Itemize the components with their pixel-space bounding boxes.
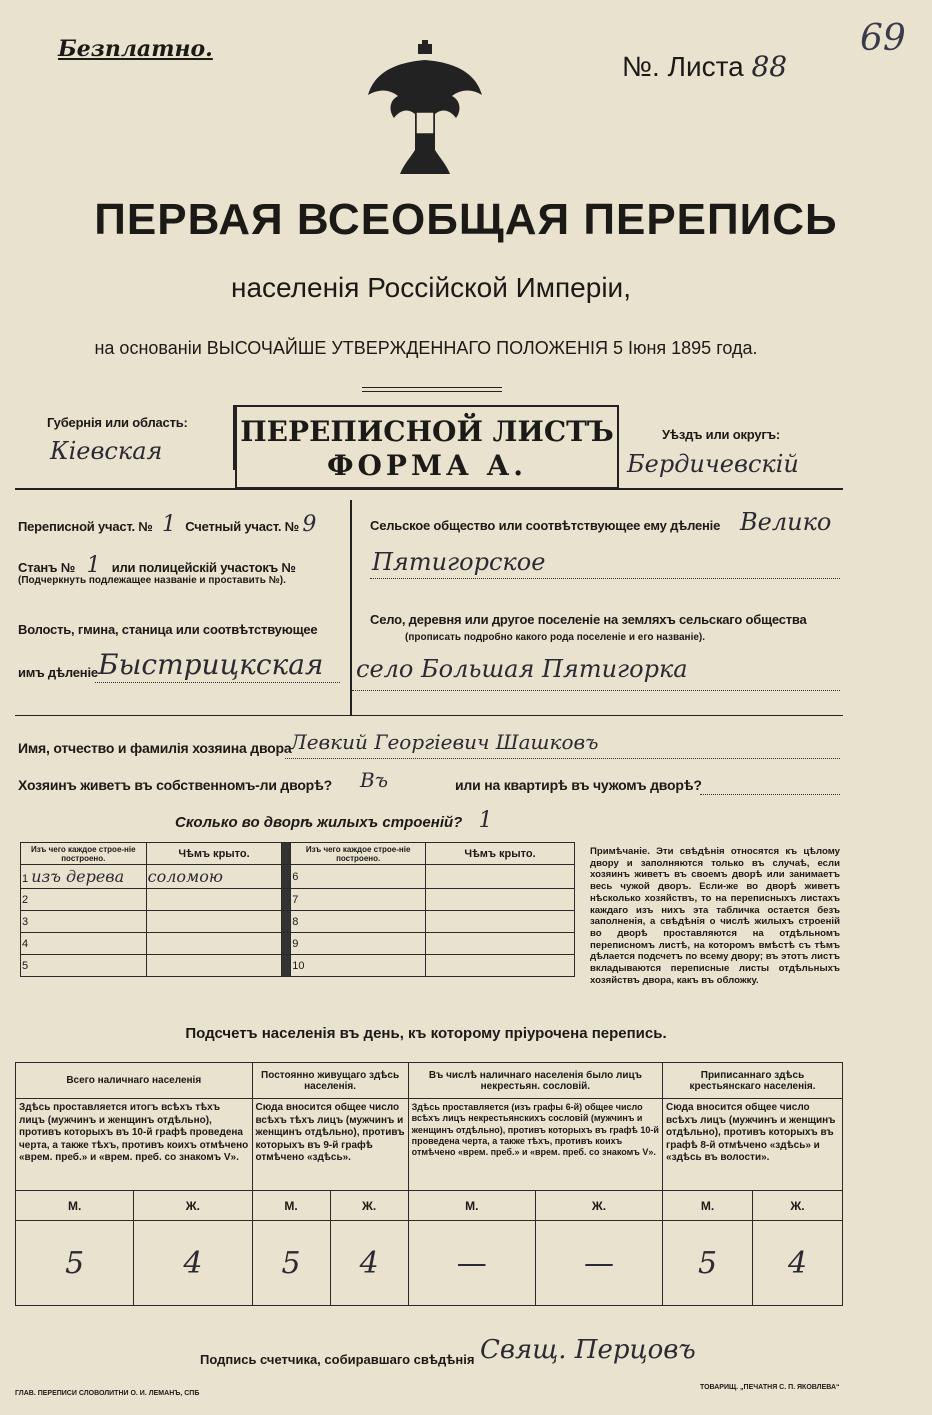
summary-zh-header: Ж.	[535, 1191, 662, 1221]
summary-m-header: М.	[663, 1191, 753, 1221]
obshchestvo-underline	[370, 578, 840, 579]
stan-note: (Подчеркнуть подлежащее названіе и проставить №).	[18, 575, 286, 586]
signature-value: Свящ. Перцовъ	[480, 1335, 696, 1365]
summary-m-header: М.	[408, 1191, 535, 1221]
summary-zh-header: Ж.	[330, 1191, 408, 1221]
signature-label: Подпись счетчика, собиравшаго свѣдѣнія	[200, 1352, 475, 1367]
form-title-box	[235, 405, 619, 489]
summary-m-header: М.	[252, 1191, 330, 1221]
schetny-uchast-label: Счетный участ. №	[185, 519, 299, 534]
owner-lives-label: Хозяинъ живетъ въ собственномъ-ли дворѣ?	[18, 777, 333, 793]
summary-value: 5	[663, 1221, 753, 1306]
footer-right: ТОВАРИЩ. „ПЕЧАТНЯ С. П. ЯКОВЛЕВА“	[700, 1384, 840, 1391]
summary-col-4-desc: Сюда вносится общее число всѣхъ лицъ (мужчинъ и женщинъ отдѣльно), противъ которыхъ въ графѣ 8-й отмѣчено «здѣсь» и «здѣсь въ волости».	[663, 1099, 843, 1191]
buildings-label-text: Сколько во дворѣ жилыхъ строеній?	[175, 814, 463, 831]
guberniya-label: Губернія или область:	[47, 415, 188, 430]
sheet-number-value: 88	[751, 50, 788, 83]
guberniya-box	[15, 405, 235, 470]
basis-line: на основаніи ВЫСОЧАЙШЕ УТВЕРЖДЕННАГО ПОЛОЖЕНІЯ 5 Іюня 1895 года.	[94, 338, 758, 358]
table-row: 2 7	[21, 889, 575, 911]
uezd-value: Бердичевскiй	[627, 450, 799, 478]
corner-page-number: 69	[860, 18, 906, 59]
buildings-count-value: 1	[478, 808, 493, 833]
subtitle: населенія Россійской Имперіи,	[231, 272, 631, 303]
buildings-table	[20, 842, 575, 977]
table-row: 5 10	[21, 955, 575, 977]
buildings-roof-header-2: Чѣмъ крыто.	[426, 843, 575, 865]
summary-value: 5	[252, 1221, 330, 1306]
obshchestvo-value-2: Пятигорское	[372, 548, 546, 576]
uezd-box	[617, 405, 842, 485]
summary-value: —	[535, 1221, 662, 1306]
note-text: Эти свѣдѣнія относятся къ цѣлому двору и заполняются только въ случаѣ, если хозяинъ живетъ въ своемъ дворѣ или занимаетъ весь чужой дворъ. Если-же во дворѣ живетъ нѣсколько хозяйствъ, то на переписныхъ листахъ каждаго изъ нихъ эта табличка остается безъ заполненія, а свѣдѣнія о числѣ жилыхъ строеній во дворѣ проставляются на отдѣльномъ переписномъ листѣ, на которомъ вмѣстѣ съ тѣмъ дѣлается подсчетъ по всему двору; въ этотъ листъ вкладываются переписные листы отдѣльныхъ хозяйствъ двора, какъ въ обложку.	[590, 846, 840, 986]
building-1-material: изъ дерева	[31, 867, 125, 886]
selo-value: село Большая Пятигорка	[356, 655, 688, 683]
buildings-roof-header: Чѣмъ крыто.	[146, 843, 282, 865]
selo-note: (прописать подробно какого рода поселеніе и его названіе).	[405, 632, 706, 643]
summary-value: —	[408, 1221, 535, 1306]
summary-value: 4	[134, 1221, 252, 1306]
summary-zh-header: Ж.	[752, 1191, 842, 1221]
volost-label-2: имъ дѣленіе	[18, 665, 98, 680]
owner-lives-value: Въ	[360, 768, 389, 792]
owner-lives-label-2: или на квартирѣ въ чужомъ дворѣ?	[455, 777, 702, 793]
header-bottom-rule	[15, 488, 843, 490]
ornament-divider	[362, 387, 502, 392]
table-row: 4 9	[21, 933, 575, 955]
stan-label: Станъ №	[18, 560, 76, 575]
main-title: ПЕРВАЯ ВСЕОБЩАЯ ПЕРЕПИСЬ	[94, 195, 838, 244]
owner-name-underline	[285, 758, 840, 759]
summary-col-2-header: Постоянно живущаго здѣсь населенія.	[252, 1063, 408, 1099]
summary-table	[15, 1062, 843, 1306]
note-block	[590, 846, 840, 986]
summary-zh-header: Ж.	[134, 1191, 252, 1221]
table-row: 1 изъ дерева соломою 6	[21, 865, 575, 889]
uezd-label: Уѣздъ или округъ:	[662, 427, 780, 442]
summary-value: 4	[330, 1221, 408, 1306]
buildings-count-label	[175, 808, 492, 833]
building-1-roof: соломою	[146, 865, 282, 889]
uchastok-row	[18, 512, 348, 537]
obshchestvo-label: Сельское общество или соотвѣтствующее ему дѣленіе	[370, 518, 721, 533]
perepis-uchast-value: 1	[162, 512, 176, 537]
owner-name-value: Левкий Георгiевич Шашковъ	[290, 730, 599, 754]
volost-value: Быстрицкская	[98, 648, 324, 681]
summary-m-header: М.	[16, 1191, 134, 1221]
summary-col-4-header: Приписаннаго здѣсь крестьянскаго населенія.	[663, 1063, 843, 1099]
table-row: 3 8	[21, 911, 575, 933]
summary-title: Подсчетъ населенія въ день, къ которому пріурочена перепись.	[185, 1025, 667, 1042]
fields-divider	[350, 500, 352, 715]
summary-col-1-header: Всего наличнаго населенія	[16, 1063, 253, 1099]
stan-suffix: или полицейскій участокъ №	[111, 560, 296, 575]
buildings-material-header: Изъ чего каждое строе-ніе построено.	[21, 843, 147, 865]
summary-value: 5	[16, 1221, 134, 1306]
buildings-material-header-2: Изъ чего каждое строе-ніе построено.	[291, 843, 426, 865]
perepis-uchast-label: Переписной участ. №	[18, 519, 153, 534]
summary-value: 4	[752, 1221, 842, 1306]
schetny-uchast-value: 9	[302, 512, 317, 537]
guberniya-value: Кiевская	[50, 437, 163, 465]
summary-col-3-desc: Здѣсь проставляется (изъ графы 6-й) общее число всѣхъ лицъ некрестьянскихъ сословій (мужчинъ и женщинъ отдѣльно), противъ которыхъ въ графѣ 10-й проведена черта, а также тѣхъ, противъ коихъ отмѣчено «врем. преб.» и «врем. преб. со знакомъ V».	[408, 1099, 662, 1191]
list-title: ПЕРЕПИСНОЙ ЛИСТЪ	[240, 415, 614, 448]
form-title: ФОРМА А.	[326, 449, 528, 482]
fields-bottom-rule	[15, 715, 843, 716]
footer-left: ГЛАВ. ПЕРЕПИСИ СЛОВОЛИТНИ О. И. ЛЕМАНЪ, СПБ	[15, 1390, 200, 1397]
obshchestvo-value: Велико	[740, 508, 832, 536]
summary-col-3-header: Въ числѣ наличнаго населенія было лицъ некрестьян. сословій.	[408, 1063, 662, 1099]
summary-col-2-desc: Сюда вносится общее число всѣхъ тѣхъ лицъ (мужчинъ и женщинъ отдѣльно), противъ которыхъ въ 9-й графѣ отмѣчено «здѣсь».	[252, 1099, 408, 1191]
summary-col-1-desc: Здѣсь проставляется итогъ всѣхъ тѣхъ лицъ (мужчинъ и женщинъ отдѣльно), противъ которыхъ въ 10-й графѣ проведена черта, а также тѣхъ, противъ коихъ отмѣчено «врем. преб.» и «врем. преб. со знакомъ V».	[16, 1099, 253, 1191]
imperial-eagle-emblem	[360, 40, 490, 180]
sheet-number-text: №. Листа	[622, 51, 744, 82]
stan-value: 1	[86, 553, 101, 578]
selo-label: Село, деревня или другое поселеніе на земляхъ сельскаго общества	[370, 612, 807, 627]
volost-label: Волость, гмина, станица или соотвѣтствующее	[18, 622, 318, 637]
owner-name-label: Имя, отчество и фамилія хозяина двора	[18, 740, 292, 756]
sheet-number-label	[622, 50, 787, 83]
selo-underline	[352, 690, 840, 691]
free-label: Безплатно.	[58, 36, 213, 62]
note-label: Примѣчаніе.	[590, 846, 650, 857]
owner-lives-underline	[700, 794, 840, 795]
volost-underline	[95, 682, 340, 683]
